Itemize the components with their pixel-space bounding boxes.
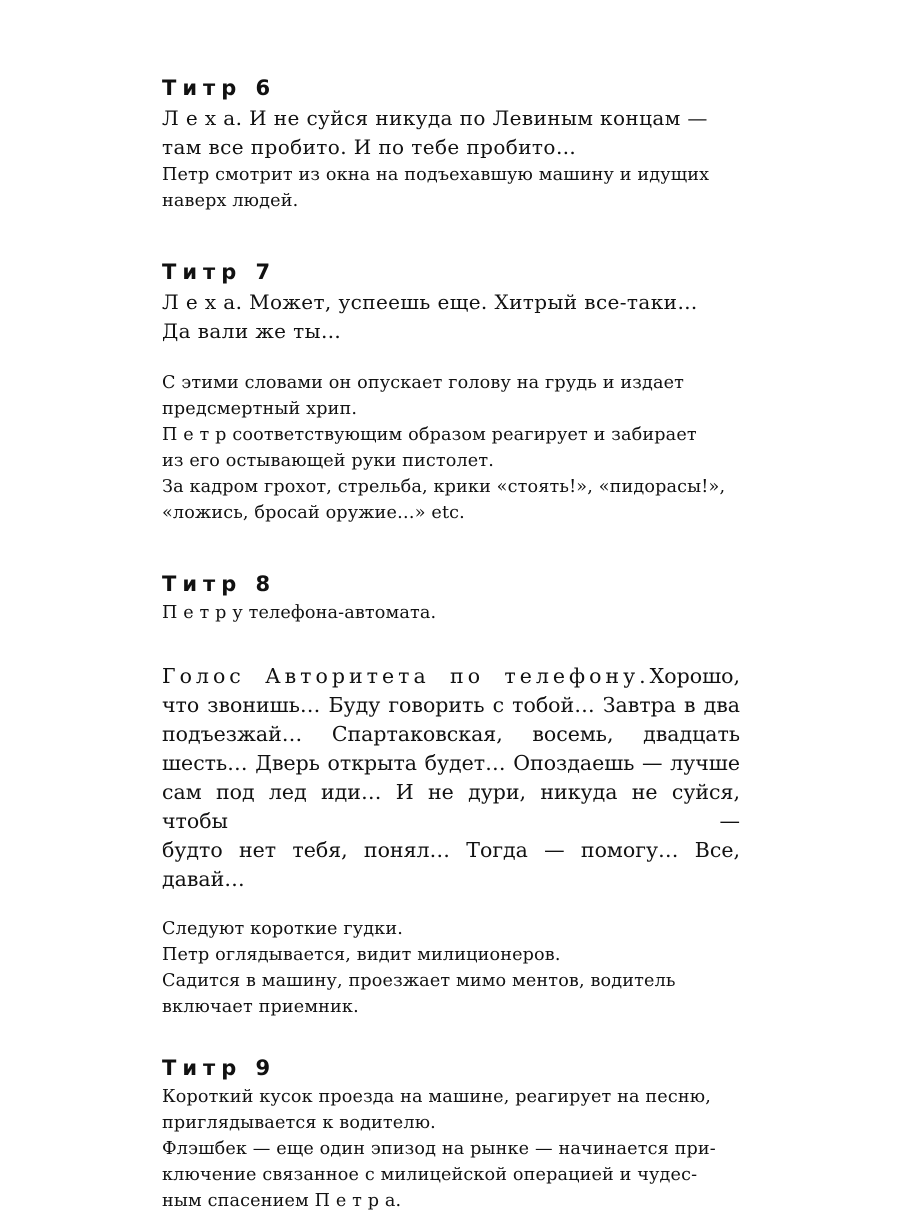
stage-text: у телефона-автомата. [226, 603, 437, 623]
stage-line [162, 422, 740, 448]
dialogue-text: Хорошо, [649, 664, 740, 688]
dialogue-line [162, 288, 740, 317]
character-name: П е т р [162, 425, 227, 445]
speaker-name: Л е х а. [162, 290, 243, 314]
character-name: П е т р [162, 603, 227, 623]
dialogue-line: сам под лед иди… И не дури, никуда не суйся, чтобы — [162, 780, 740, 833]
dialogue-line: Да вали же ты… [162, 319, 342, 343]
stage-line: Флэшбек — еще один эпизод на рынке — начинается при- [162, 1139, 716, 1159]
stage-text: ным спасением [162, 1191, 315, 1211]
stage-direction [162, 370, 740, 526]
section-heading: Титр 7 [162, 260, 277, 284]
stage-direction [162, 162, 740, 214]
stage-line: наверх людей. [162, 191, 299, 211]
stage-text: соответствующим образом реагирует и забирает [226, 425, 697, 445]
dialogue-block [162, 288, 740, 346]
stage-line: Следуют короткие гудки. [162, 919, 403, 939]
character-name: П е т р а. [314, 1191, 402, 1211]
stage-line: ключение связанное с милицейской операцией и чудес- [162, 1165, 698, 1185]
section-heading: Титр 6 [162, 76, 277, 100]
dialogue-line [162, 104, 740, 133]
stage-line [162, 1188, 740, 1214]
dialogue-line: там все пробито. И по тебе пробито… [162, 135, 577, 159]
stage-line: С этими словами он опускает голову на грудь и издает [162, 373, 685, 393]
section-titr-7 [162, 256, 740, 526]
dialogue-line: шесть… Дверь открыта будет… Опоздаешь — лучше [162, 751, 740, 775]
voice-dialogue [162, 662, 740, 894]
section-titr-8 [162, 568, 740, 1020]
stage-line: включает приемник. [162, 997, 359, 1017]
stage-line: Короткий кусок проезда на машине, реагирует на песню, [162, 1087, 711, 1107]
stage-line: предсмертный хрип. [162, 399, 358, 419]
dialogue-text: Может, успеешь еще. Хитрый все-таки… [242, 290, 698, 314]
dialogue-line: что звонишь… Буду говорить с тобой… Завтра в два [162, 693, 740, 717]
stage-line: приглядывается к водителю. [162, 1113, 436, 1133]
stage-line: Петр оглядывается, видит милиционеров. [162, 945, 561, 965]
dialogue-line [162, 662, 740, 691]
stage-direction [162, 1084, 740, 1214]
stage-line: из его остывающей руки пистолет. [162, 451, 494, 471]
stage-direction [162, 600, 740, 626]
stage-line [162, 600, 740, 626]
stage-line: Садится в машину, проезжает мимо ментов, водитель [162, 971, 676, 991]
dialogue-line: будто нет тебя, понял… Тогда — помогу… Все, давай… [162, 838, 740, 891]
dialogue-block [162, 104, 740, 162]
speaker-name: Голос Авторитета по телефону. [162, 664, 650, 688]
section-heading: Титр 8 [162, 572, 277, 596]
stage-line: Петр смотрит из окна на подъехавшую машину и идущих [162, 165, 710, 185]
section-heading: Титр 9 [162, 1056, 277, 1080]
section-titr-9 [162, 1052, 740, 1214]
stage-line: «ложись, бросай оружие…» etc. [162, 503, 465, 523]
dialogue-text: И не суйся никуда по Левиным концам — [242, 106, 708, 130]
stage-direction [162, 916, 740, 1020]
stage-line: За кадром грохот, стрельба, крики «стоять!», «пидорасы!», [162, 477, 726, 497]
speaker-name: Л е х а. [162, 106, 243, 130]
dialogue-line: подъезжай… Спартаковская, восемь, двадцать [162, 722, 740, 746]
section-titr-6 [162, 72, 740, 214]
script-page [162, 72, 740, 1214]
